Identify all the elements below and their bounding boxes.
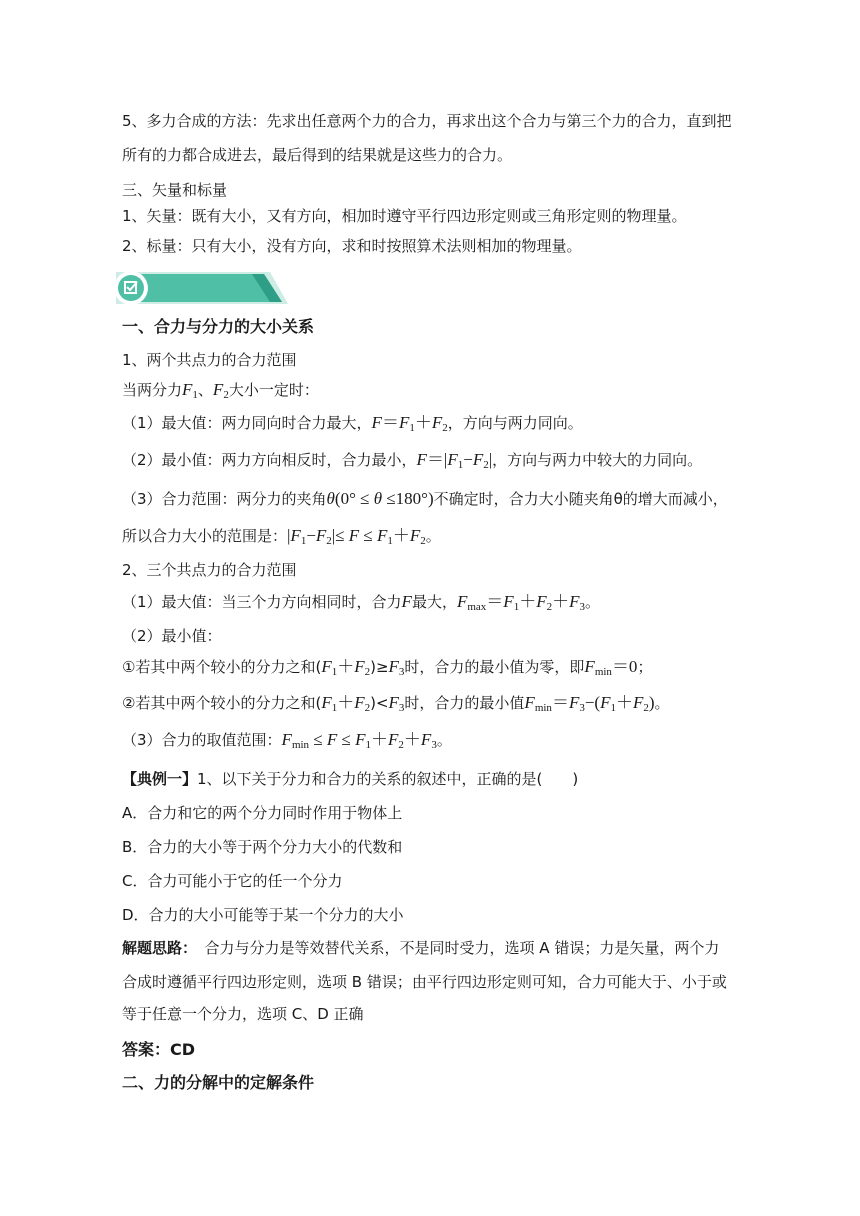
paragraph-line: 所有的力都合成进去，最后得到的结果就是这些力的合力。 [122,146,513,164]
subheading: 1、两个共点力的合力范围 [122,351,297,369]
paragraph-line: 当两分力$F_1$、$F_2$大小一定时： [122,380,319,401]
section-heading: 二、力的分解中的定解条件 [122,1073,315,1092]
paragraph-line: （3）合力范围：两分力的夹角θ(0° ≤ θ ≤180°)不确定时，合力大小随夹角θ的增大而减小， [122,489,728,508]
paragraph-line: （2）最小值：两力方向相反时，合力最小，$F=|F_1-F_2|$，方向与两力中较大的力同向。 [122,450,703,471]
list-item: 1、矢量：既有大小，又有方向，相加时遵守平行四边形定则或三角形定则的物理量。 [122,207,687,225]
section-banner-icon [112,268,292,308]
example-tag: 【典例一】 [122,770,198,788]
subheading: 2、三个共点力的合力范围 [122,561,297,579]
paragraph-line: （1）最大值：当三个力方向相同时，合力F最大，$F_{max}=F_1+F_2+F_3$。 [122,592,600,613]
option-a: A．合力和它的两个分力同时作用于物体上 [122,804,403,822]
section-heading: 三、矢量和标量 [122,181,228,199]
paragraph-line: 5、多力合成的方法：先求出任意两个力的合力，再求出这个合力与第三个力的合力，直到把 [122,112,732,130]
solution-hint: 解题思路： 合力与分力是等效替代关系，不是同时受力，选项 A 错误；力是矢量，两个力 [122,939,720,957]
paragraph-line: （3）合力的取值范围：$F_{min} \le F \le F_1+F_2+F_3$。 [122,730,452,751]
paragraph-line: 所以合力大小的范围是：$|F_1-F_2|\le F \le F_1+F_2$。 [122,526,441,547]
list-item: 2、标量：只有大小，没有方向，求和时按照算术法则相加的物理量。 [122,237,582,255]
option-c: C．合力可能小于它的任一个分力 [122,872,343,890]
solution-hint: 合成时遵循平行四边形定则，选项 B 错误；由平行四边形定则可知，合力可能大于、小于或 [122,973,727,991]
answer: 答案：CD [122,1040,196,1059]
solution-hint: 等于任意一个分力，选项 C、D 正确 [122,1005,364,1023]
paragraph-line: （1）最大值：两力同向时合力最大，$F=F_1+F_2$，方向与两力同向。 [122,413,583,434]
hint-label: 解题思路： [122,939,190,957]
list-item: ①若其中两个较小的分力之和$(F_1+F_2)\ge F_3$时，合力的最小值为零，即$F_{min}=0$； [122,657,653,678]
paragraph-line: （2）最小值： [122,627,222,645]
option-b: B．合力的大小等于两个分力大小的代数和 [122,838,403,856]
list-item: ②若其中两个较小的分力之和$(F_1+F_2)<F_3$时，合力的最小值$F_{min}=F_3-(F_1+F_2)$。 [122,693,670,714]
section-heading: 一、合力与分力的大小关系 [122,317,315,336]
example-question: 【典例一】1、以下关于分力和合力的关系的叙述中，正确的是( ) [122,770,579,788]
option-d: D．合力的大小可能等于某一个分力的大小 [122,906,404,924]
